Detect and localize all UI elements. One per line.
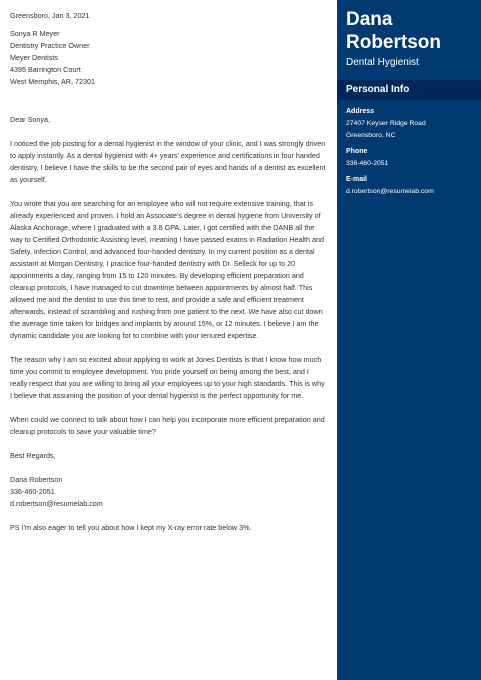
recipient-company: Meyer Dentists bbox=[10, 53, 58, 62]
recipient-name: Sonya R Meyer bbox=[10, 29, 60, 38]
address-line-1: 27407 Keyser Ridge Road bbox=[346, 120, 426, 127]
paragraph-motivation: The reason why I am so excited about applying to work at Jones Dentists is that I know how much time you commit to employee development. You pride yourself on being among the best, and I really respect that you are willing to bring all your employees up to your high standards. This is why I believe that assuming the position of your dental hygienist is the perfect opportunity for me. bbox=[10, 355, 325, 400]
letter-date: Greensboro, Jan 3, 2021 bbox=[10, 11, 90, 20]
first-name: Dana bbox=[346, 9, 393, 30]
phone-value: 336-460-2051 bbox=[346, 160, 389, 167]
address-block bbox=[346, 106, 476, 142]
sidebar bbox=[337, 0, 481, 680]
paragraph-intro: I noticed the job posting for a dental hygienist in the window of your clinic, and I was strongly driven to apply instantly. As a dental hygienist with 4+ years' experience and certifications in four handed dentistry, I believe I have the skills to be the second pair of eyes and hands of a dentist as excellent as yourself. bbox=[10, 139, 326, 184]
letter-body bbox=[10, 10, 328, 534]
address-label: Address bbox=[346, 108, 375, 115]
recipient-title: Dentistry Practice Owner bbox=[10, 41, 90, 50]
last-name: Robertson bbox=[346, 32, 441, 53]
signature-block bbox=[10, 474, 328, 510]
phone-block bbox=[346, 146, 476, 170]
email-block bbox=[346, 174, 476, 198]
address-line-2: Greensboro, NC bbox=[346, 132, 396, 139]
applicant-name bbox=[346, 8, 478, 54]
email-label: E-mail bbox=[346, 176, 368, 183]
paragraph-call-to-action: When could we connect to talk about how I can help you incorporate more efficient preparation and cleanup protocols to save your valuable time? bbox=[10, 415, 325, 436]
closing: Best Regards, bbox=[10, 451, 56, 460]
recipient-city: West Memphis, AR, 72301 bbox=[10, 77, 95, 86]
email-value: d.robertson@resumelab.com bbox=[346, 188, 434, 195]
signature-phone: 336-460-2051 bbox=[10, 487, 55, 496]
phone-label: Phone bbox=[346, 148, 368, 155]
signature-name: Dana Robertson bbox=[10, 475, 63, 484]
recipient-block bbox=[10, 28, 328, 88]
job-title: Dental Hygienist bbox=[346, 57, 419, 68]
postscript: PS I'm also eager to tell you about how I kept my X-ray error rate below 3%. bbox=[10, 523, 252, 532]
salutation: Dear Sonya, bbox=[10, 115, 50, 124]
signature-email: d.robertson@resumelab.com bbox=[10, 499, 103, 508]
paragraph-experience: You wrote that you are searching for an employee who will not require extensive training, that is already experienced and proven. I hold an Associate's degree in dental hygiene from University of Alaska Anchorage, where I graduated with a 3.8 GPA. Later, I got certified with the DANB all the way to Certified Orthodontic Assisting level, meaning I have passed exams in Radiation Health and Safety, Infection Control, and advanced four-handed dentistry. In my current position as a dental assistant at Morgan Dentistry, I practice four-handed dentistry with Dr. Selleck for up to 20 appointments a day, ranging from 15 to 120 minutes. By developing efficient preparation and cleanup protocols, I have managed to cut downtime between appointments by almost half. This allowed me and the dentist to use this time to rest, and provide a safe and efficient treatment afterwards, instead of scrambling and rushing from one patient to the next. We have also cut down the average time taken for bridges and implants by around 15%, or 12 minutes. I believe I am the dynamic candidate you are looking for to combine with your tenured expertise. bbox=[10, 199, 325, 340]
recipient-street: 4395 Barrington Court bbox=[10, 65, 81, 74]
section-title-personal-info: Personal Info bbox=[346, 84, 410, 95]
